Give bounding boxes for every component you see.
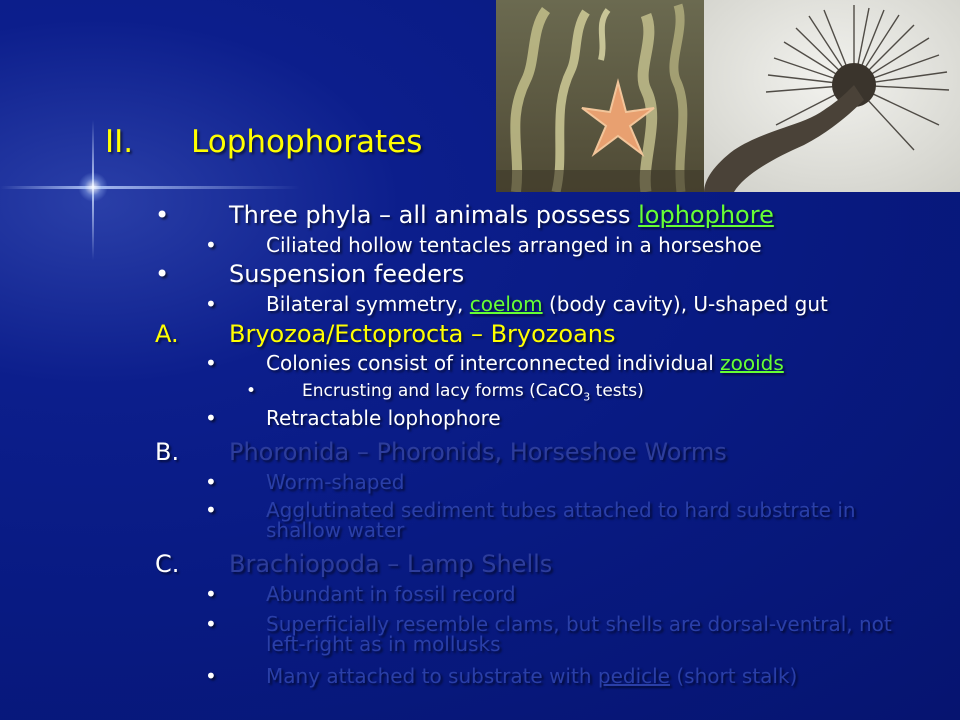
coelom-link[interactable]: coelom bbox=[469, 292, 543, 316]
sub-bullet-worm-shaped bbox=[205, 470, 404, 494]
bullet-icon: • bbox=[205, 351, 217, 375]
bullet-icon: • bbox=[205, 406, 217, 430]
sub-bullet-pedicle bbox=[205, 664, 797, 688]
section-c-text: Brachiopoda – Lamp Shells bbox=[229, 550, 553, 578]
three-phyla-text: Three phyla – all animals possess bbox=[229, 201, 639, 229]
retractable-text: Retractable lophophore bbox=[266, 406, 501, 430]
zooids-link[interactable]: zooids bbox=[720, 351, 784, 375]
heading-text: Lophophorates bbox=[191, 124, 423, 160]
symmetry-text-post: (body cavity), U-shaped gut bbox=[542, 292, 828, 316]
sub-bullet-fossil bbox=[205, 582, 516, 606]
encrusting-text-post: tests) bbox=[590, 381, 644, 401]
bullet-icon: • bbox=[205, 498, 217, 522]
bullet-icon: • bbox=[155, 260, 170, 288]
bullet-icon: • bbox=[205, 292, 217, 316]
lophophore-link[interactable]: lophophore bbox=[638, 201, 774, 229]
superficially-text-line2: left-right as in mollusks bbox=[266, 632, 501, 656]
pedicle-text-post: (short stalk) bbox=[669, 664, 798, 688]
bullet-suspension-feeders bbox=[155, 260, 464, 288]
bullet-icon: • bbox=[205, 664, 217, 688]
bullet-icon: • bbox=[205, 233, 217, 257]
agglutinated-text-line1: Agglutinated sediment tubes attached to hard substrate in bbox=[266, 498, 856, 522]
tentacles-text: Ciliated hollow tentacles arranged in a horseshoe bbox=[266, 233, 762, 257]
section-b-heading bbox=[155, 438, 727, 466]
encrusting-text-pre: Encrusting and lacy forms (CaCO bbox=[302, 381, 584, 401]
pedicle-link[interactable]: pedicle bbox=[597, 664, 670, 688]
section-a-text: Bryozoa/Ectoprocta – Bryozoans bbox=[229, 320, 616, 348]
fossil-text: Abundant in fossil record bbox=[266, 582, 516, 606]
section-b-letter: B. bbox=[155, 438, 180, 466]
superficially-text-line1: Superficially resemble clams, but shells are dorsal-ventral, not bbox=[266, 612, 892, 636]
sub-bullet-symmetry bbox=[205, 292, 828, 316]
section-b-text: Phoronida – Phoronids, Horseshoe Worms bbox=[229, 438, 727, 466]
suspension-text: Suspension feeders bbox=[229, 260, 465, 288]
worm-shaped-text: Worm-shaped bbox=[266, 470, 405, 494]
fan-worm-photo bbox=[704, 0, 960, 192]
bullet-icon: • bbox=[205, 470, 217, 494]
bullet-three-phyla bbox=[155, 201, 774, 229]
agglutinated-text-line2: shallow water bbox=[266, 518, 405, 542]
section-a-heading bbox=[155, 320, 616, 348]
bullet-icon: • bbox=[155, 201, 170, 229]
sub-bullet-retractable bbox=[205, 406, 501, 430]
lens-flare-core bbox=[78, 172, 108, 202]
bryozoan-starfish-photo bbox=[496, 0, 704, 192]
symmetry-text-pre: Bilateral symmetry, bbox=[266, 292, 470, 316]
section-c-heading bbox=[155, 550, 552, 578]
slide-heading bbox=[105, 124, 422, 160]
sub-bullet-colonies bbox=[205, 351, 784, 375]
bullet-icon: • bbox=[205, 612, 217, 636]
bullet-icon: • bbox=[205, 582, 217, 606]
lens-flare-horizontal bbox=[0, 186, 300, 189]
bullet-icon: • bbox=[246, 381, 257, 401]
section-c-letter: C. bbox=[155, 550, 180, 578]
sub-sub-bullet-encrusting bbox=[246, 381, 644, 403]
sub-bullet-tentacles bbox=[205, 233, 762, 257]
encrusting-subscript: 3 bbox=[583, 390, 591, 404]
colonies-text: Colonies consist of interconnected individual bbox=[266, 351, 721, 375]
pedicle-text-pre: Many attached to substrate with bbox=[266, 664, 598, 688]
heading-number: II. bbox=[105, 124, 134, 160]
section-a-letter: A. bbox=[155, 320, 179, 348]
